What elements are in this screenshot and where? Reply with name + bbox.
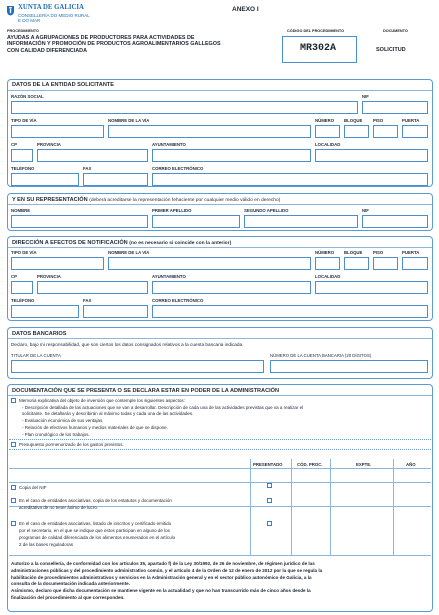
- row-3-line: [9, 555, 431, 556]
- not-correo-field[interactable]: [152, 305, 428, 318]
- nif-copy-checkbox[interactable]: [11, 485, 16, 490]
- presupuesto-label: Presupuesto pormenorizado de los gastos previstos.: [19, 442, 124, 447]
- label-rep-nif: NIF: [362, 208, 369, 213]
- document-label: DOCUMENTO: [383, 29, 408, 33]
- estatutos-label-2: acreditativa de no tener ánimo de lucro.: [19, 505, 99, 510]
- not-provincia-field[interactable]: [37, 281, 148, 294]
- rep-nif-field[interactable]: [362, 215, 428, 228]
- col-divider-4: [393, 459, 394, 555]
- notification-title-text: DIRECCIÓN A EFECTOS DE NOTIFICACIÓN: [12, 240, 128, 246]
- not-numero-field[interactable]: [315, 257, 340, 270]
- estatutos-checkbox[interactable]: [11, 498, 16, 503]
- legal-line-5: Asimismo, declaro que dicha documentación se mantiene vigente en la actualidad y que no han transcurrido más de cinco años desde la: [11, 588, 311, 594]
- label-nombre-via: NOMBRE DE LA VÍA: [108, 118, 150, 123]
- estatutos-label-1: En el caso de entidades asociativas, copia de los estatutos y documentación: [19, 498, 172, 503]
- label-ayuntamiento: AYUNTAMIENTO: [152, 142, 186, 147]
- telefono-field[interactable]: [11, 173, 79, 186]
- label-rep-segundo-apellido: SEGUNDO APELLIDO: [244, 208, 289, 213]
- inscritos-checkbox[interactable]: [11, 521, 16, 526]
- label-numero-cuenta: NÚMERO DE LA CUENTA BANCARIA (20 DÍGITOS): [270, 353, 372, 358]
- label-not-bloque: BLOQUE: [344, 250, 363, 255]
- header-row-line: [9, 468, 431, 469]
- col-cod-proc: CÓD. PROC.: [297, 462, 323, 467]
- label-not-fax: FAX: [83, 298, 92, 303]
- label-rep-nombre: NOMBRE: [11, 208, 31, 213]
- label-not-nombre-via: NOMBRE DE LA VÍA: [108, 250, 150, 255]
- memoria-separator: [9, 439, 431, 440]
- label-correo: CORREO ELECTRÓNICO: [152, 166, 204, 171]
- procedure-code-value: MR302A: [300, 43, 337, 54]
- label-piso: PISO: [373, 118, 384, 123]
- not-nombre-via-field[interactable]: [108, 257, 311, 270]
- col-anio: AÑO: [406, 462, 416, 467]
- rep-segundo-apellido-field[interactable]: [244, 215, 358, 228]
- memoria-item-4: - Relación de efectivos humanos y medios materiales de que se dispone.: [22, 425, 168, 430]
- logo-title: XUNTA DE GALICIA: [18, 4, 84, 11]
- not-tipo-via-field[interactable]: [11, 257, 104, 270]
- notification-note: (no es necesario si coincide con la anterior): [129, 241, 232, 246]
- inscritos-label-2: por el secretario, en el que se indique que estos participan en alguno de los: [19, 528, 170, 533]
- label-not-localidad: LOCALIDAD: [315, 274, 341, 279]
- razon-social-field[interactable]: [11, 101, 358, 114]
- procedure-label: PROCEDIMIENTO: [7, 29, 39, 33]
- not-bloque-field[interactable]: [344, 257, 369, 270]
- memoria-item-3: - Evaluación económica de sus ventajas.: [22, 418, 104, 423]
- notification-divider: [8, 247, 432, 248]
- representative-divider: [8, 204, 432, 205]
- inscritos-label-4: 2 de las bases reguladoras: [19, 542, 74, 547]
- label-not-correo: CORREO ELECTRÓNICO: [152, 298, 204, 303]
- memoria-label: Memoria explicativa del objeto de inversión que contemple los siguientes aspectos:: [19, 398, 185, 403]
- procedure-title-line-1: AYUDAS A AGRUPACIONES DE PRODUCTORES PARA ACTIVIDADES DE: [7, 35, 195, 41]
- label-rep-primer-apellido: PRIMER APELLIDO: [152, 208, 192, 213]
- not-piso-field[interactable]: [373, 257, 398, 270]
- logo: [6, 4, 90, 26]
- label-puerta: PUERTA: [402, 118, 420, 123]
- bank-section-title: DATOS BANCARIOS: [12, 331, 67, 337]
- col-divider-1: [250, 459, 251, 555]
- memoria-checkbox[interactable]: [11, 398, 16, 403]
- label-not-provincia: PROVINCIA: [37, 274, 61, 279]
- applicant-section-title: DATOS DE LA ENTIDAD SOLICITANTE: [12, 82, 115, 88]
- nombre-via-field[interactable]: [108, 125, 311, 138]
- documentation-section-title: DOCUMENTACIÓN QUE SE PRESENTA O SE DECLARA ESTAR EN PODER DE LA ADMINISTRACIÓN: [12, 388, 280, 394]
- label-fax: FAX: [83, 166, 92, 171]
- inscritos-label-1: En el caso de entidades asociativas, listado de inscritos y certificado emitido: [19, 521, 172, 526]
- legal-line-1: Autorizo a la consellería, de conformidad con los artículos 35, apartado f) de la Ley 30/1992, de 26 de noviembre, de régimen jurídico de las: [11, 561, 315, 566]
- procedure-title-line-3: CON CALIDAD DIFERENCIADA: [7, 47, 87, 54]
- not-fax-field[interactable]: [83, 305, 148, 318]
- procedure-title-line-2: INFORMACIÓN Y PROMOCIÓN DE PRODUCTOS AGROALIMENTARIOS GALLEGOS: [7, 41, 221, 48]
- label-localidad: LOCALIDAD: [315, 142, 341, 147]
- col-expte: EXPTE.: [356, 462, 372, 467]
- correo-field[interactable]: [152, 173, 428, 186]
- piso-field[interactable]: [373, 125, 398, 138]
- procedure-title: [7, 35, 221, 54]
- not-cp-field[interactable]: [11, 281, 33, 294]
- numero-field[interactable]: [315, 125, 340, 138]
- label-cp: CP: [11, 142, 17, 147]
- label-razon-social: RAZÓN SOCIAL: [11, 94, 44, 99]
- label-not-puerta: PUERTA: [402, 250, 420, 255]
- representative-note: (deberá acreditarse la representación fehaciente por cualquier medio válido en derecho): [89, 198, 281, 203]
- applicant-section-divider: [8, 90, 432, 91]
- legal-authorization: [11, 561, 322, 602]
- col-presentado: PRESENTADO: [253, 462, 283, 467]
- label-tipo-via: TIPO DE VÍA: [11, 118, 37, 123]
- memoria-item-1: - Descripción detallada de las actuaciones que se van a desarrollar. Descripción de cada una de las actividades previstas que va a realizar el: [22, 405, 304, 410]
- label-numero: NÚMERO: [315, 118, 335, 123]
- label-not-piso: PISO: [373, 250, 384, 255]
- inscritos-label-3: programas de calidad diferenciada de los alimentos enumerados en el artículo: [19, 535, 176, 540]
- label-provincia: PROVINCIA: [37, 142, 61, 147]
- label-not-telefono: TELÉFONO: [11, 298, 35, 303]
- not-telefono-field[interactable]: [11, 305, 79, 318]
- bank-divider: [8, 338, 432, 339]
- annex-label: ANEXO I: [232, 6, 259, 13]
- ayuntamiento-field[interactable]: [152, 149, 311, 162]
- label-not-cp: CP: [11, 274, 17, 279]
- notification-section-title: [12, 240, 231, 246]
- documentation-divider: [8, 395, 432, 396]
- presupuesto-checkbox[interactable]: [11, 442, 16, 447]
- galicia-crest-icon: [6, 5, 15, 16]
- nif-copy-presented[interactable]: [267, 483, 272, 488]
- legal-line-3: habilitación de procedimientos administrativos y servicios en la Administración general y en el sector público autonómico de Galicia, a la: [11, 574, 312, 580]
- representative-title-text: Y EN SU REPRESENTACIÓN: [12, 197, 88, 203]
- numero-cuenta-field[interactable]: [270, 360, 428, 373]
- cp-field[interactable]: [11, 149, 33, 162]
- label-telefono: TELÉFONO: [11, 166, 35, 171]
- provincia-field[interactable]: [37, 149, 148, 162]
- tipo-via-field[interactable]: [11, 125, 104, 138]
- titular-field[interactable]: [11, 360, 264, 373]
- bloque-field[interactable]: [344, 125, 369, 138]
- document-value: SOLICITUD: [376, 47, 406, 53]
- label-not-tipo-via: TIPO DE VÍA: [11, 250, 37, 255]
- rep-primer-apellido-field[interactable]: [152, 215, 240, 228]
- memoria-item-5: - Plan cronológico de los trabajos.: [22, 432, 90, 437]
- nif-copy-label: Copia del NIF: [19, 485, 47, 490]
- legal-line-2: administraciones públicas y del procedimiento administrativo común, y el artículo 4 de la Orden de 12 de enero de 2012 por la que se regula la: [11, 567, 323, 573]
- procedure-code-label: CÓDIGO DEL PROCEDIMIENTO: [287, 29, 345, 33]
- presupuesto-separator: [9, 449, 431, 450]
- label-not-ayuntamiento: AYUNTAMIENTO: [152, 274, 186, 279]
- bank-declaration: Declaro, bajo mi responsabilidad, que son ciertos los datos consignados relativos a la cuenta bancaria indicada.: [11, 342, 244, 347]
- col-divider-2: [291, 459, 292, 555]
- col-divider-3: [330, 459, 331, 555]
- label-titular: TITULAR DE LA CUENTA: [11, 353, 61, 358]
- nif-field[interactable]: [362, 101, 428, 114]
- fax-field[interactable]: [83, 173, 148, 186]
- memoria-item-2: solicitante. Se detallarán y describirán al máximo todas y cada una de las actividades.: [22, 411, 194, 416]
- rep-nombre-field[interactable]: [11, 215, 148, 228]
- estatutos-presented[interactable]: [267, 498, 272, 503]
- label-bloque: BLOQUE: [344, 118, 363, 123]
- representative-section-title: [12, 197, 280, 203]
- puerta-field[interactable]: [402, 125, 428, 138]
- inscritos-presented[interactable]: [267, 521, 272, 526]
- logo-subtitle-1: CONSELLERÍA DO MEDIO RURAL: [18, 12, 90, 18]
- localidad-field[interactable]: [315, 149, 428, 162]
- logo-subtitle-2: E DO MAR: [18, 18, 41, 23]
- label-not-numero: NÚMERO: [315, 250, 335, 255]
- legal-line-6: finalización del procedimiento al que corresponden.: [11, 594, 125, 600]
- not-ayuntamiento-field[interactable]: [152, 281, 311, 294]
- row-1-line: [9, 482, 431, 483]
- not-puerta-field[interactable]: [402, 257, 428, 270]
- not-localidad-field[interactable]: [315, 281, 428, 294]
- legal-line-4: consulta de la documentación indicada anteriormente.: [11, 581, 130, 587]
- label-nif: NIF: [362, 94, 369, 99]
